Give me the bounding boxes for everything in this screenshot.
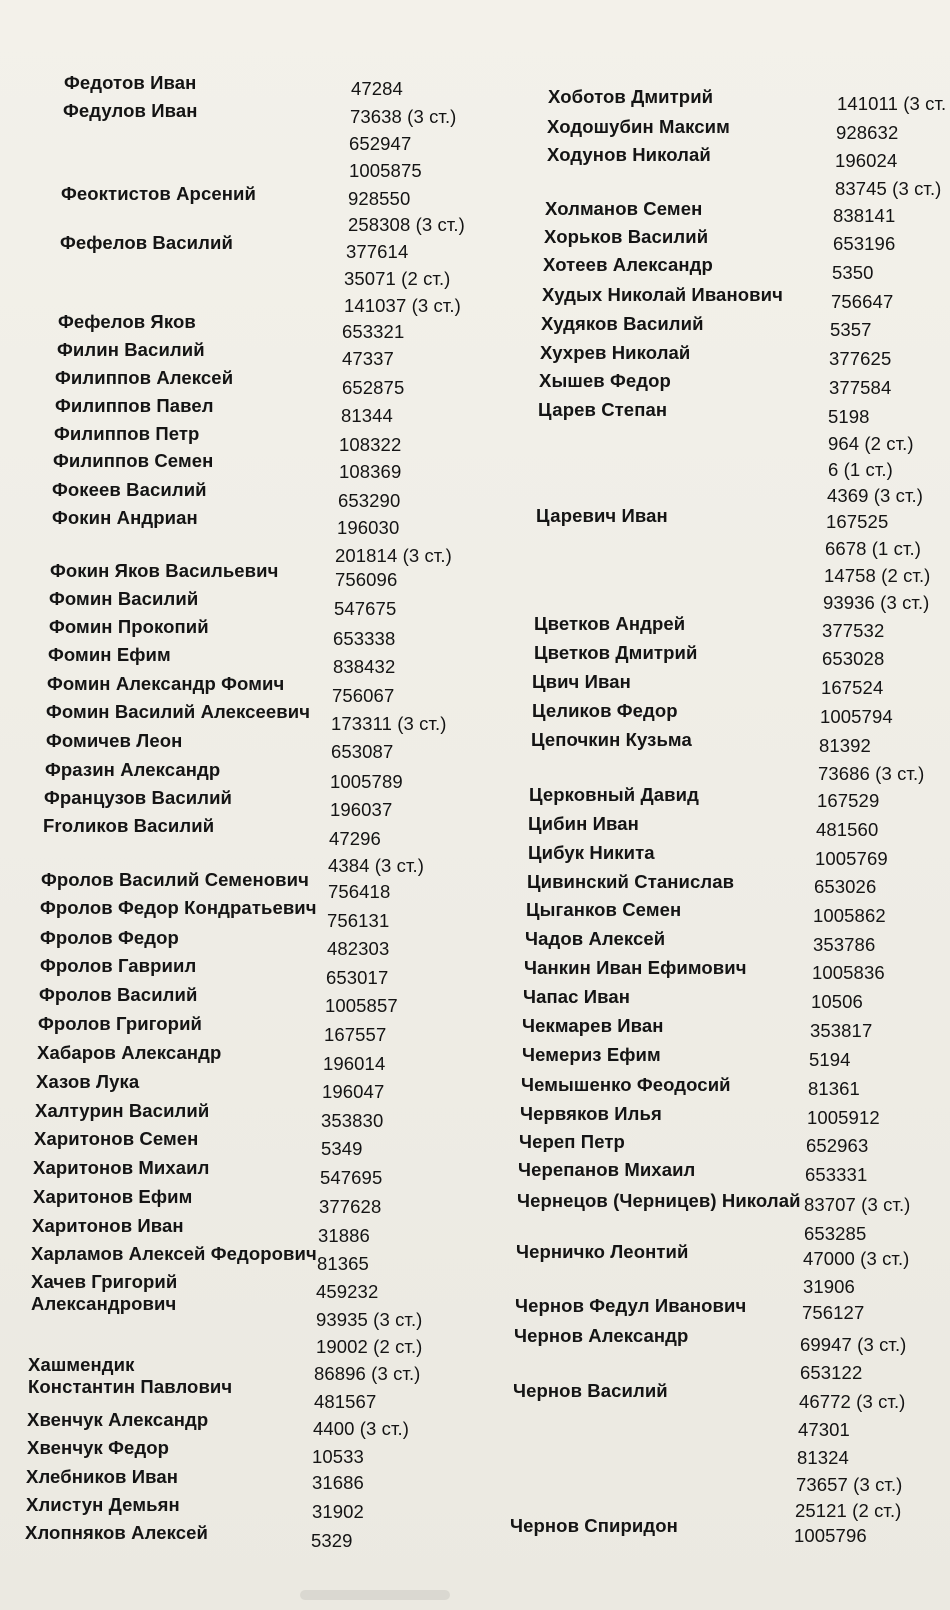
left-entry-26-number-0: 1005857 <box>325 995 398 1016</box>
left-entry-40-number-0: 31686 <box>312 1472 364 1493</box>
right-entry-31-name: Чернецов (Черницев) Николай <box>517 1190 801 1211</box>
left-entry-39-number-0: 10533 <box>312 1446 364 1467</box>
right-entry-7-number-0: 5357 <box>830 319 872 340</box>
left-entry-14-number-0: 653338 <box>333 628 396 649</box>
left-entry-6-name: Филиппов Алексей <box>55 367 234 388</box>
left-entry-32-number-0: 547695 <box>320 1167 383 1188</box>
left-entry-21-number-1: 4384 (3 ст.) <box>328 855 425 876</box>
left-entry-33-name: Харитонов Ефим <box>33 1186 193 1207</box>
left-entry-32-name: Харитонов Михаил <box>33 1157 210 1178</box>
left-entry-10-name: Фокеев Василий <box>52 479 207 500</box>
right-entry-0-name: Хоботов Дмитрий <box>548 86 714 107</box>
left-entry-19-number-0: 1005789 <box>330 771 403 792</box>
left-entry-20-name: Французов Василий <box>44 787 233 808</box>
right-entry-26-number-0: 5194 <box>809 1049 851 1070</box>
left-entry-25-name: Фролов Гавриил <box>40 955 197 976</box>
left-entry-21-name: Froликов Василий <box>43 815 215 836</box>
left-entry-10-number-0: 653290 <box>338 490 401 511</box>
left-entry-0-number-0: 47284 <box>351 78 403 99</box>
left-entry-12-name: Фокин Яков Васильевич <box>50 560 279 581</box>
right-entry-12-number-0: 377532 <box>822 620 885 641</box>
left-entry-23-number-0: 756131 <box>327 910 390 931</box>
left-entry-42-name: Хлопняков Алексей <box>25 1522 208 1543</box>
left-entry-3-number-1: 35071 (2 ст.) <box>344 268 451 289</box>
page-number-smudge <box>300 1590 450 1600</box>
right-entry-16-number-0: 81392 <box>819 735 871 756</box>
left-entry-40-name: Хлебников Иван <box>26 1466 178 1487</box>
left-entry-4-name: Фефелов Яков <box>58 311 196 332</box>
left-entry-38-name: Хвенчук Александр <box>27 1409 209 1430</box>
right-entry-30-name: Черепанов Михаил <box>518 1159 696 1180</box>
left-entry-7-number-0: 81344 <box>341 405 393 426</box>
left-entry-29-number-0: 196047 <box>322 1081 385 1102</box>
right-entry-14-name: Цвич Иван <box>532 671 631 692</box>
left-entry-13-number-0: 547675 <box>334 598 397 619</box>
right-entry-12-name: Цветков Андрей <box>534 613 686 634</box>
right-entry-10-number-1: 964 (2 ст.) <box>828 433 914 454</box>
right-entry-27-name: Чемышенко Феодосий <box>521 1074 731 1095</box>
right-entry-6-number-0: 756647 <box>831 291 894 312</box>
left-entry-42-number-0: 5329 <box>311 1530 353 1551</box>
right-entry-11-number-1: 6678 (1 ст.) <box>825 538 922 559</box>
left-entry-21-number-0: 47296 <box>329 828 381 849</box>
left-entry-3-name: Фефелов Василий <box>60 232 233 253</box>
right-entry-2-number-0: 196024 <box>835 150 898 171</box>
right-entry-30-number-0: 653331 <box>805 1164 868 1185</box>
left-entry-18-name: Фомичев Леон <box>46 730 183 751</box>
right-entry-16-name: Цепочкин Кузьма <box>531 729 692 750</box>
left-entry-36-number-2: 19002 (2 ст.) <box>316 1336 423 1357</box>
right-entry-23-number-0: 1005836 <box>812 962 885 983</box>
right-entry-4-number-0: 653196 <box>833 233 896 254</box>
left-entry-13-name: Фомин Василий <box>49 588 199 609</box>
left-entry-41-name: Хлистун Демьян <box>26 1494 180 1515</box>
left-entry-9-number-0: 108369 <box>339 461 402 482</box>
right-entry-29-name: Череп Петр <box>519 1131 625 1152</box>
right-entry-15-name: Целиков Федор <box>532 700 678 721</box>
left-entry-28-name: Хабаров Александр <box>37 1042 222 1063</box>
right-entry-20-number-0: 653026 <box>814 876 877 897</box>
left-entry-1-number-2: 1005875 <box>349 160 422 181</box>
right-entry-13-name: Цветков Дмитрий <box>534 642 698 663</box>
left-entry-24-number-0: 482303 <box>327 938 390 959</box>
right-entry-10-number-0: 5198 <box>828 406 870 427</box>
left-entry-6-number-0: 652875 <box>342 377 405 398</box>
right-entry-33-number-0: 756127 <box>802 1302 865 1323</box>
right-column <box>480 0 950 1570</box>
right-entry-10-name: Царев Степан <box>538 399 668 420</box>
right-entry-35-name: Чернов Василий <box>513 1380 668 1401</box>
right-entry-14-number-0: 167524 <box>821 677 884 698</box>
right-entry-0-number-0: 141011 (3 ст. <box>837 93 947 114</box>
left-entry-24-name: Фролов Федор <box>40 927 179 948</box>
left-entry-19-name: Фразин Александр <box>45 759 221 780</box>
left-entry-29-name: Хазов Лука <box>36 1071 140 1092</box>
left-entry-9-name: Филиппов Семен <box>53 450 214 471</box>
left-entry-30-name: Халтурин Василий <box>35 1100 210 1121</box>
right-entry-27-number-0: 81361 <box>808 1078 860 1099</box>
right-entry-24-number-0: 10506 <box>811 991 863 1012</box>
left-entry-34-number-0: 31886 <box>318 1225 370 1246</box>
left-entry-36-number-1: 93935 (3 ст.) <box>316 1309 423 1330</box>
left-entry-27-name: Фролов Григорий <box>38 1013 203 1034</box>
right-entry-3-number-0: 838141 <box>833 205 896 226</box>
left-entry-0-name: Федотов Иван <box>64 72 197 93</box>
left-entry-17-number-0: 173311 (3 ст.) <box>331 713 447 734</box>
right-entry-24-name: Чапас Иван <box>523 986 631 1007</box>
right-entry-17-number-0: 167529 <box>817 790 880 811</box>
left-entry-5-number-0: 47337 <box>342 348 394 369</box>
left-column <box>0 0 465 1570</box>
left-entry-16-name: Фомин Александр Фомич <box>47 673 285 694</box>
right-entry-3-name: Холманов Семен <box>545 198 703 219</box>
right-entry-18-name: Цибин Иван <box>528 813 639 834</box>
right-entry-26-name: Чемериз Ефим <box>522 1044 661 1065</box>
left-entry-3-number-2: 141037 (3 ст.) <box>344 295 461 316</box>
left-entry-25-number-0: 653017 <box>326 967 389 988</box>
left-entry-15-name: Фомин Ефим <box>48 644 171 665</box>
left-entry-4-number-0: 653321 <box>342 321 405 342</box>
right-entry-35-number-3: 73657 (3 ст.) <box>796 1474 903 1495</box>
right-entry-7-name: Худяков Василий <box>541 313 704 334</box>
right-entry-32-number-1: 31906 <box>803 1276 855 1297</box>
left-entry-7-name: Филиппов Павел <box>55 395 214 416</box>
right-entry-32-number-0: 47000 (3 ст.) <box>803 1248 910 1269</box>
left-entry-20-number-0: 196037 <box>330 799 393 820</box>
right-entry-10-number-2: 6 (1 ст.) <box>828 459 893 480</box>
left-entry-2-number-1: 258308 (3 ст.) <box>348 214 465 235</box>
left-entry-14-name: Фомин Прокопий <box>49 616 209 637</box>
left-entry-31-number-0: 5349 <box>321 1138 363 1159</box>
left-entry-41-number-0: 31902 <box>312 1501 364 1522</box>
left-entry-11-number-1: 201814 (3 ст.) <box>335 545 452 566</box>
right-entry-9-name: Хышев Федор <box>539 370 671 391</box>
right-entry-10-number-3: 4369 (3 ст.) <box>827 485 924 506</box>
right-entry-28-name: Червяков Илья <box>520 1103 662 1124</box>
left-entry-1-number-0: 73638 (3 ст.) <box>350 106 457 127</box>
left-entry-33-number-0: 377628 <box>319 1196 382 1217</box>
left-entry-1-name: Федулов Иван <box>63 100 198 121</box>
left-entry-31-name: Харитонов Семен <box>34 1128 199 1149</box>
right-entry-25-number-0: 353817 <box>810 1020 873 1041</box>
right-entry-6-name: Худых Николай Иванович <box>542 284 783 305</box>
right-entry-19-number-0: 1005769 <box>815 848 888 869</box>
right-entry-11-number-0: 167525 <box>826 511 889 532</box>
right-entry-18-number-0: 481560 <box>816 819 879 840</box>
right-entry-32-name: Черничко Леонтий <box>516 1241 689 1262</box>
left-entry-34-name: Харитонов Иван <box>32 1215 184 1236</box>
left-entry-37-number-0: 86896 (3 ст.) <box>314 1363 421 1384</box>
left-entry-39-name: Хвенчук Федор <box>27 1437 170 1458</box>
left-entry-18-number-0: 653087 <box>331 741 394 762</box>
left-entry-23-name: Фролов Федор Кондратьевич <box>40 897 317 918</box>
right-entry-2-number-1: 83745 (3 ст.) <box>835 178 942 199</box>
left-entry-36-name: Хачев Григорий Александрович <box>31 1271 178 1314</box>
right-entry-13-number-0: 653028 <box>822 648 885 669</box>
right-entry-31-number-0: 83707 (3 ст.) <box>804 1194 911 1215</box>
right-entry-16-number-1: 73686 (3 ст.) <box>818 763 925 784</box>
left-entry-2-name: Феоктистов Арсений <box>61 183 256 204</box>
left-entry-37-name: Хашмендик Константин Павлович <box>28 1354 233 1397</box>
right-entry-25-name: Чекмарев Иван <box>522 1015 664 1036</box>
left-entry-30-number-0: 353830 <box>321 1110 384 1131</box>
right-entry-9-number-0: 377584 <box>829 377 892 398</box>
right-entry-11-name: Царевич Иван <box>536 505 668 526</box>
right-entry-22-number-0: 353786 <box>813 934 876 955</box>
right-entry-17-name: Церковный Давид <box>529 784 699 805</box>
left-entry-35-name: Харламов Алексей Федорович <box>31 1243 317 1264</box>
right-entry-1-number-0: 928632 <box>836 122 899 143</box>
right-entry-11-number-3: 93936 (3 ст.) <box>823 592 930 613</box>
left-entry-22-name: Фролов Василий Семенович <box>41 869 309 890</box>
right-entry-28-number-0: 1005912 <box>807 1107 880 1128</box>
left-entry-37-number-1: 481567 <box>314 1391 377 1412</box>
left-entry-26-name: Фролов Василий <box>39 984 198 1005</box>
right-entry-35-number-0: 46772 (3 ст.) <box>799 1391 906 1412</box>
left-entry-5-name: Филин Василий <box>57 339 205 360</box>
left-entry-11-number-0: 196030 <box>337 517 400 538</box>
right-entry-2-name: Ходунов Николай <box>547 144 711 165</box>
right-entry-35-number-1: 47301 <box>798 1419 850 1440</box>
left-entry-2-number-0: 928550 <box>348 188 411 209</box>
left-entry-12-number-0: 756096 <box>335 569 398 590</box>
left-entry-8-number-0: 108322 <box>339 434 402 455</box>
right-entry-35-number-2: 81324 <box>797 1447 849 1468</box>
right-entry-4-name: Хорьков Василий <box>544 226 709 247</box>
left-entry-27-number-0: 167557 <box>324 1024 387 1045</box>
left-entry-17-name: Фомин Василий Алексеевич <box>46 701 311 722</box>
right-entry-20-name: Цивинский Станислав <box>527 871 735 892</box>
left-entry-35-number-0: 81365 <box>317 1253 369 1274</box>
right-entry-29-number-0: 652963 <box>806 1135 869 1156</box>
right-entry-23-name: Чанкин Иван Ефимович <box>524 957 747 978</box>
right-entry-34-name: Чернов Александр <box>514 1325 689 1346</box>
right-entry-1-name: Ходошубин Максим <box>547 116 730 137</box>
right-entry-19-name: Цибук Никита <box>528 842 655 863</box>
right-entry-34-number-0: 69947 (3 ст.) <box>800 1334 907 1355</box>
left-entry-1-number-1: 652947 <box>349 133 412 154</box>
right-entry-15-number-0: 1005794 <box>820 706 893 727</box>
right-entry-5-name: Хотеев Александр <box>543 254 713 275</box>
left-entry-38-number-0: 4400 (3 ст.) <box>313 1418 410 1439</box>
right-entry-11-number-2: 14758 (2 ст.) <box>824 565 931 586</box>
right-entry-5-number-0: 5350 <box>832 262 874 283</box>
left-entry-22-number-0: 756418 <box>328 881 391 902</box>
right-entry-36-name: Чернов Спиридон <box>510 1515 678 1536</box>
right-entry-21-name: Цыганков Семен <box>526 899 682 920</box>
right-entry-33-name: Чернов Федул Иванович <box>515 1295 747 1316</box>
left-entry-11-name: Фокин Андриан <box>52 507 198 528</box>
right-entry-35-number-4: 25121 (2 ст.) <box>795 1500 902 1521</box>
left-entry-36-number-0: 459232 <box>316 1281 379 1302</box>
right-entry-21-number-0: 1005862 <box>813 905 886 926</box>
right-entry-22-name: Чадов Алексей <box>525 928 666 949</box>
left-entry-16-number-0: 756067 <box>332 685 395 706</box>
right-entry-36-number-0: 1005796 <box>794 1525 867 1546</box>
right-entry-8-name: Хухрев Николай <box>540 342 691 363</box>
left-entry-28-number-0: 196014 <box>323 1053 386 1074</box>
right-entry-34-number-1: 653122 <box>800 1362 863 1383</box>
right-entry-8-number-0: 377625 <box>829 348 892 369</box>
left-entry-15-number-0: 838432 <box>333 656 396 677</box>
right-entry-31-number-1: 653285 <box>804 1223 867 1244</box>
left-entry-3-number-0: 377614 <box>346 241 409 262</box>
left-entry-8-name: Филиппов Петр <box>54 423 200 444</box>
